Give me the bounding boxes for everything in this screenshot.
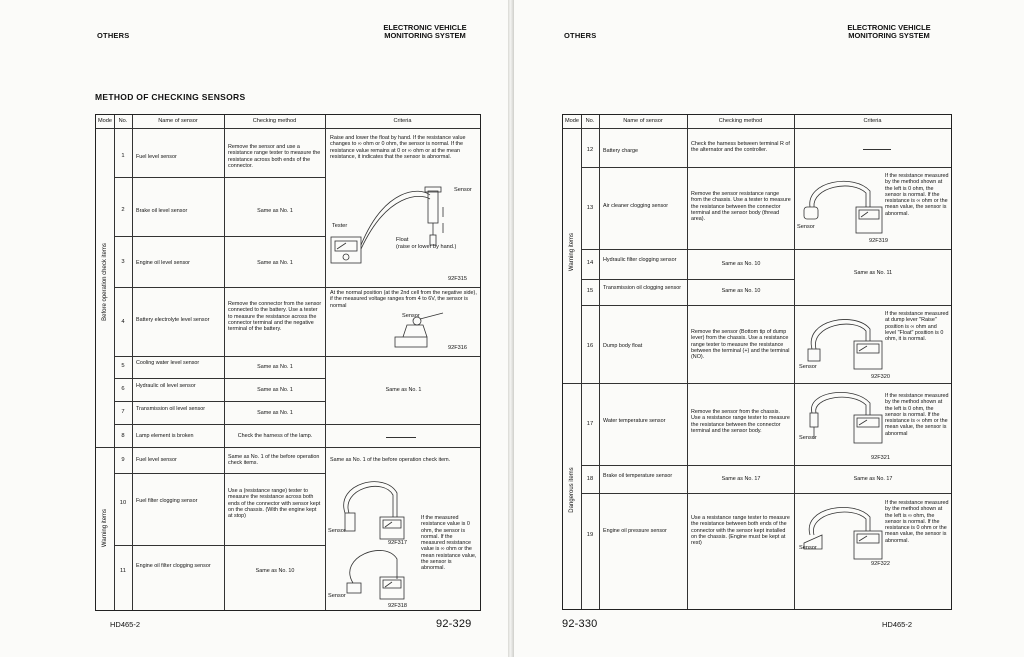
col-no: No. — [118, 118, 128, 124]
sensor-name: Hydraulic oil level sensor — [136, 383, 196, 389]
col-no: No. — [585, 118, 595, 124]
footer-model: HD465-2 — [110, 620, 141, 629]
criteria: If the resistance measured by the method shown at the left is 0 ohm, the sensor is normal. If the resistance is ∞ ohm or the mean value, the sensor is abnormal — [885, 393, 949, 437]
label-sensor: Sensor — [799, 435, 817, 441]
sensor-name: Fuel level sensor — [136, 154, 177, 160]
row-no: 16 — [586, 343, 594, 349]
figure-number: 92F318 — [388, 603, 407, 609]
row-no: 17 — [586, 421, 594, 427]
label-sensor: Sensor — [454, 187, 472, 193]
row-line — [114, 378, 325, 379]
check-method: Same as No. 1 — [257, 364, 293, 370]
check-method: Check the harness between terminal R of the alternator and the controller. — [691, 141, 790, 154]
water-temp-sensor-diagram — [794, 383, 886, 465]
col-method: Checking method — [718, 118, 763, 124]
col-divider — [132, 115, 133, 610]
sensor-name: Battery electrolyte level sensor — [136, 317, 210, 323]
sensor-name: Engine oil filter clogging sensor — [136, 563, 211, 569]
sensor-name: Dump body float — [603, 343, 643, 349]
sensor-name: Battery charge — [603, 148, 639, 154]
col-divider — [599, 115, 600, 609]
criteria: Same as No. 11 — [853, 270, 893, 276]
sensor-name: Fuel level sensor — [136, 457, 177, 463]
label-sensor: Sensor — [328, 528, 346, 534]
row-line — [114, 287, 480, 288]
mode-warning: Warning items — [102, 508, 108, 548]
row-line — [563, 128, 951, 129]
figure-number: 92F321 — [871, 455, 890, 461]
row-line — [581, 305, 951, 306]
sensor-name: Engine oil level sensor — [136, 260, 190, 266]
sensor-name: Brake oil level sensor — [136, 208, 188, 214]
col-mode: Mode — [565, 118, 579, 124]
row-line — [581, 249, 951, 250]
criteria: If the resistance measured by the method shown at the left is 0 ohm, the sensor is normal. If the resistance is ∞ ohm or the mean value, the sensor is abnormal. — [885, 173, 949, 217]
header-system-title: ELECTRONIC VEHICLE MONITORING SYSTEM — [847, 23, 931, 40]
sensor-name: Water temperature sensor — [603, 418, 666, 424]
check-method: Same as No. 1 — [257, 208, 293, 214]
figure-number: 92F322 — [871, 561, 890, 567]
row-no: 3 — [121, 259, 125, 265]
check-method: Remove the sensor and use a resistance range tester to measure the resistance across both ends of the connector. — [228, 144, 321, 169]
sensor-name: Engine oil pressure sensor — [603, 528, 667, 534]
row-line — [114, 401, 325, 402]
figure-number: 92F317 — [388, 540, 407, 546]
col-criteria: Criteria — [393, 118, 412, 124]
sensor-name: Brake oil temperature sensor — [603, 473, 673, 479]
mode-warning: Warning items — [569, 232, 575, 272]
sensor-name: Cooling water level sensor — [136, 360, 200, 366]
criteria: Raise and lower the float by hand. If the resistance value changes to ∞ ohm or 0 ohm, the sensor is normal. If the resistance value remains at 0 or ∞ ohm or at the mean resistance, it indicates that the sensor is abnormal. — [330, 135, 466, 160]
right-page — [514, 0, 1024, 657]
criteria: At the normal position (at the 2nd cell from the negative side), if the measured voltage ranges from 4 to 6V, the sensor is normal — [330, 290, 477, 309]
figure-number: 92F316 — [448, 345, 467, 351]
check-method: Same as No. 1 — [257, 410, 293, 416]
check-method: Same as No. 1 — [257, 260, 293, 266]
footer-page-number: 92-330 — [562, 618, 598, 630]
footer-model: HD465-2 — [882, 620, 913, 629]
row-no: 15 — [586, 288, 594, 294]
mode-before-operation: Before operation check items — [102, 243, 108, 321]
header-system-title: ELECTRONIC VEHICLE MONITORING SYSTEM — [383, 23, 467, 40]
col-divider — [224, 115, 225, 610]
criteria: Same as No. 17 — [853, 476, 893, 482]
label-tester: Tester — [332, 223, 348, 229]
row-line — [114, 545, 325, 546]
col-method: Checking method — [252, 118, 297, 124]
col-divider — [687, 115, 688, 609]
figure-number: 92F319 — [869, 238, 888, 244]
row-line — [96, 447, 480, 448]
row-line — [563, 383, 951, 384]
sensor-table-left — [95, 114, 481, 611]
row-no: 19 — [586, 532, 594, 538]
row-no: 14 — [586, 260, 594, 266]
sensor-name: Hydraulic filter clogging sensor — [603, 257, 677, 263]
sensor-name: Transmission oil clogging sensor — [603, 285, 681, 291]
row-no: 8 — [121, 433, 125, 439]
check-method: Same as No. 10 — [721, 261, 761, 267]
row-no: 11 — [119, 568, 127, 574]
filter-sensor-diagrams — [325, 473, 425, 610]
row-line — [114, 424, 480, 425]
check-method: Same as No. 10 — [721, 288, 761, 294]
row-line — [96, 128, 480, 129]
dump-body-float-diagram — [794, 305, 886, 383]
check-method: Use a resistance range tester to measure the resistance between both ends of the connector with the sensor kept installed on the chassis. (Engine must be kept at rest) — [691, 515, 790, 547]
sensor-name: Lamp element is broken — [136, 433, 194, 439]
label-float: Float — [396, 237, 409, 243]
row-line — [114, 177, 325, 178]
row-line — [581, 279, 794, 280]
col-name: Name of sensor — [158, 118, 198, 124]
sensor-table-right — [562, 114, 952, 610]
row-line — [114, 473, 325, 474]
check-method: Remove the connector from the sensor connected to the battery. Use a tester to measure the resistance across the connector terminal and the negative terminal of the battery. — [228, 301, 322, 333]
check-method: Same as No. 10 — [255, 568, 295, 574]
fuel-level-sensor-diagram — [325, 177, 480, 287]
row-line — [581, 465, 951, 466]
sensor-name: Fuel filter clogging sensor — [136, 498, 198, 504]
criteria: If the resistance measured by the method shown at the left is ∞ ohm, the sensor is normal. If the resistance is 0 ohm or the mean value, the sensor is abnormal. — [885, 500, 949, 544]
criteria: Same as No. 1 — [385, 387, 422, 393]
mode-dangerous: Dangerous items — [569, 467, 575, 513]
col-criteria: Criteria — [863, 118, 882, 124]
criteria-dash — [863, 149, 891, 150]
col-name: Name of sensor — [623, 118, 663, 124]
row-no: 13 — [586, 205, 594, 211]
check-method: Same as No. 1 of the before operation check items. — [228, 454, 320, 467]
col-mode: Mode — [98, 118, 112, 124]
check-method: Remove the sensor (Bottom tip of dump lever) from the chassis. Use a resistance range tester to measure the resistance between the terminal (+) and the terminal (NO). — [691, 329, 790, 361]
left-page — [0, 0, 508, 657]
figure-number: 92F320 — [871, 374, 890, 380]
row-no: 7 — [121, 409, 125, 415]
header-others: OTHERS — [564, 31, 597, 40]
row-line — [581, 493, 951, 494]
footer-page-number: 92-329 — [436, 618, 472, 630]
row-no: 12 — [586, 147, 594, 153]
sensor-name: Air cleaner clogging sensor — [603, 203, 669, 209]
label-sensor: Sensor — [799, 364, 817, 370]
header-others: OTHERS — [97, 31, 130, 40]
label-sensor: Sensor — [799, 545, 817, 551]
label-sensor: Sensor — [328, 593, 346, 599]
row-no: 5 — [121, 363, 125, 369]
row-no: 10 — [119, 500, 127, 506]
check-method: Use a (resistance range) tester to measure the resistance across both ends of the connector with sensor kept on the chassis. (With the engine kept at stop) — [228, 488, 321, 520]
criteria: If the measured resistance value is 0 ohm, the sensor is normal. If the measured resistance value is ∞ ohm or the mean resistance value, the sensor is abnormal. — [421, 515, 477, 572]
row-no: 18 — [586, 476, 594, 482]
row-no: 6 — [121, 386, 125, 392]
section-title: METHOD OF CHECKING SENSORS — [95, 92, 246, 102]
label-float-note: (raise or lower by hand.) — [396, 244, 457, 250]
oil-pressure-sensor-diagram — [794, 493, 886, 609]
sensor-name: Transmission oil level sensor — [136, 406, 206, 412]
row-no: 2 — [121, 207, 125, 213]
row-line — [114, 236, 325, 237]
figure-number: 92F315 — [448, 276, 467, 282]
label-sensor: Sensor — [402, 313, 420, 319]
row-no: 9 — [121, 457, 125, 463]
criteria-dash — [386, 437, 416, 438]
check-method: Same as No. 17 — [721, 476, 761, 482]
air-cleaner-sensor-diagram — [794, 167, 886, 249]
row-no: 4 — [121, 319, 125, 325]
criteria: If the resistance measured at dump lever "Raise" position is ∞ ohm and level "Float" position is 0 ohm, it is normal. — [885, 311, 949, 343]
criteria: Same as No. 1 of the before operation check item. — [330, 457, 451, 463]
label-sensor: Sensor — [797, 224, 815, 230]
check-method: Remove the sensor from the chassis. Use a resistance range tester to measure the resistance between the connector terminal and the sensor body. — [691, 409, 790, 434]
check-method: Check the harness of the lamp. — [237, 433, 313, 439]
row-line — [114, 356, 480, 357]
row-no: 1 — [121, 153, 125, 159]
check-method: Remove the sensor resistance range from the chassis. Use a tester to measure the resistance between the connector terminal and the sensor body (thread area). — [691, 191, 791, 223]
check-method: Same as No. 1 — [257, 387, 293, 393]
row-line — [581, 167, 951, 168]
